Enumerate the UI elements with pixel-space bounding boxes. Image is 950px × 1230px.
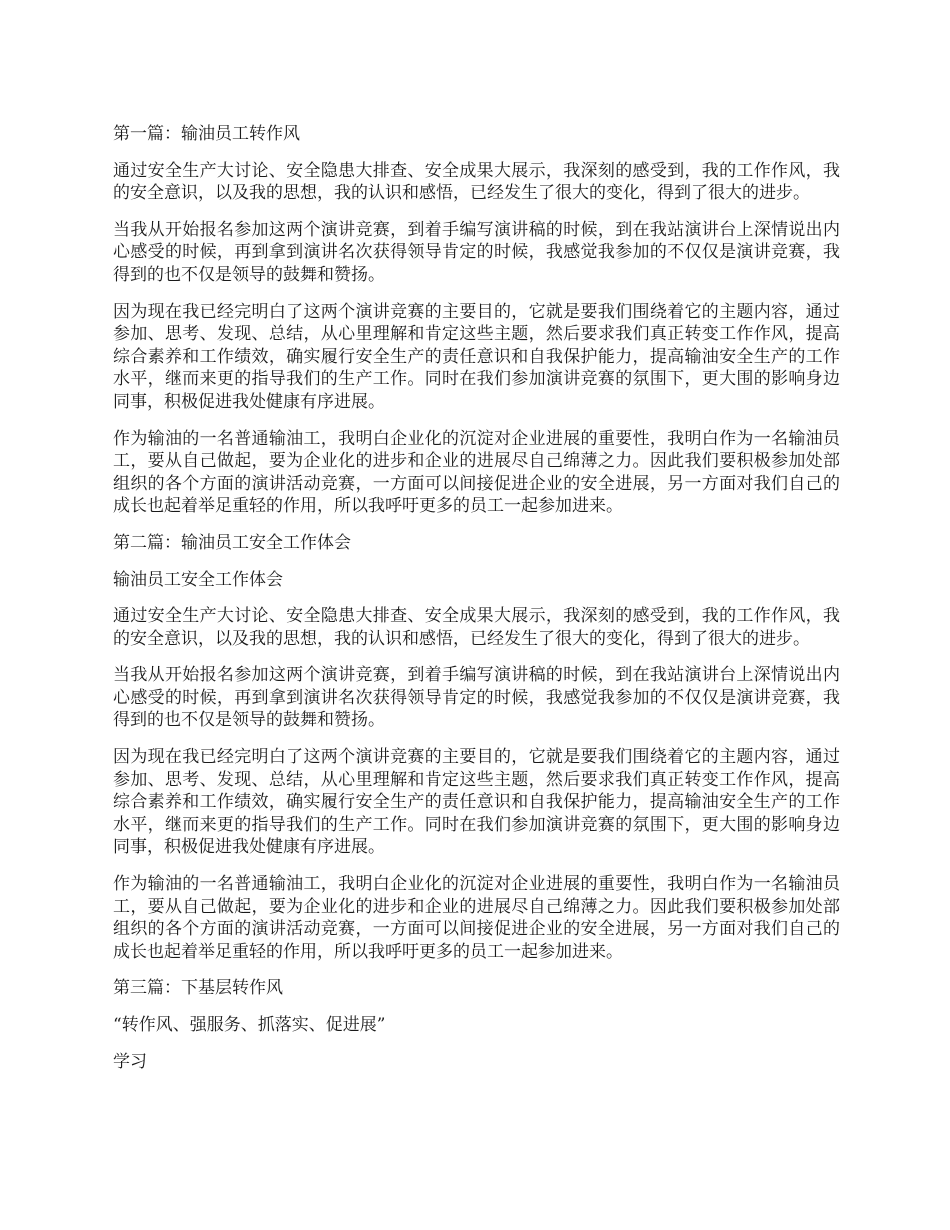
section-1-paragraph-1: 通过安全生产大讨论、安全隐患大排查、安全成果大展示，我深刻的感受到，我的工作作风，我的安全意识，以及我的思想，我的认识和感悟，已经发生了很大的变化，得到了很大的进步。 [113,160,840,204]
section-3-line: 学习 [113,1051,147,1072]
section-2-paragraph-2: 当我从开始报名参加这两个演讲竞赛，到着手编写演讲稿的时候，到在我站演讲台上深情说出内心感受的时候，再到拿到演讲名次获得领导肯定的时候，我感觉我参加的不仅仅是演讲竞赛，我得到的也不仅是领导的鼓舞和赞扬。 [113,665,840,731]
section-2-paragraph-4: 作为输油的一名普通输油工，我明白企业化的沉淀对企业进展的重要性，我明白作为一名输油员工，要从自己做起，要为企业化的进步和企业的进展尽自己绵薄之力。因此我们要积极参加处部组织的各个方面的演讲活动竞赛，一方面可以间接促进企业的安全进展，另一方面对我们自己的成长也起着举足重轻的作用，所以我呼吁更多的员工一起参加进来。 [113,874,840,962]
section-2-title: 第二篇：输油员工安全工作体会 [113,532,351,553]
section-1-title: 第一篇：输油员工转作风 [113,124,300,144]
section-3-slogan: “转作风、强服务、抓落实、促进展” [113,1015,386,1035]
section-1-paragraph-4: 作为输油的一名普通输油工，我明白企业化的沉淀对企业进展的重要性，我明白作为一名输油员工，要从自己做起，要为企业化的进步和企业的进展尽自己绵薄之力。因此我们要积极参加处部组织的各个方面的演讲活动竞赛，一方面可以间接促进企业的安全进展，另一方面对我们自己的成长也起着举足重轻的作用，所以我呼吁更多的员工一起参加进来。 [113,428,840,517]
section-1-paragraph-2: 当我从开始报名参加这两个演讲竞赛，到着手编写演讲稿的时候，到在我站演讲台上深情说出内心感受的时候，再到拿到演讲名次获得领导肯定的时候，我感觉我参加的不仅仅是演讲竞赛，我得到的也不仅是领导的鼓舞和赞扬。 [113,219,840,285]
section-3-title: 第三篇：下基层转作风 [113,978,283,999]
section-2-paragraph-3: 因为现在我已经完明白了这两个演讲竞赛的主要目的，它就是要我们围绕着它的主题内容，通过参加、思考、发现、总结，从心里理解和肯定这些主题，然后要求我们真正转变工作作风，提高综合素养和工作绩效，确实履行安全生产的责任意识和自我保护能力，提高输油安全生产的工作水平，继而来更的指导我们的生产工作。同时在我们参加演讲竞赛的氛围下，更大围的影响身边同事，积极促进我处健康有序进展。 [113,747,840,858]
section-1-paragraph-3: 因为现在我已经完明白了这两个演讲竞赛的主要目的，它就是要我们围绕着它的主题内容，通过参加、思考、发现、总结，从心里理解和肯定这些主题，然后要求我们真正转变工作作风，提高综合素养和工作绩效，确实履行安全生产的责任意识和自我保护能力，提高输油安全生产的工作水平，继而来更的指导我们的生产工作。同时在我们参加演讲竞赛的氛围下，更大围的影响身边同事，积极促进我处健康有序进展。 [113,301,840,412]
section-2-subtitle: 输油员工安全工作体会 [113,569,283,590]
section-2-paragraph-1: 通过安全生产大讨论、安全隐患大排查、安全成果大展示，我深刻的感受到，我的工作作风，我的安全意识，以及我的思想，我的认识和感悟，已经发生了很大的变化，得到了很大的进步。 [113,606,840,649]
document-page [113,123,840,1087]
